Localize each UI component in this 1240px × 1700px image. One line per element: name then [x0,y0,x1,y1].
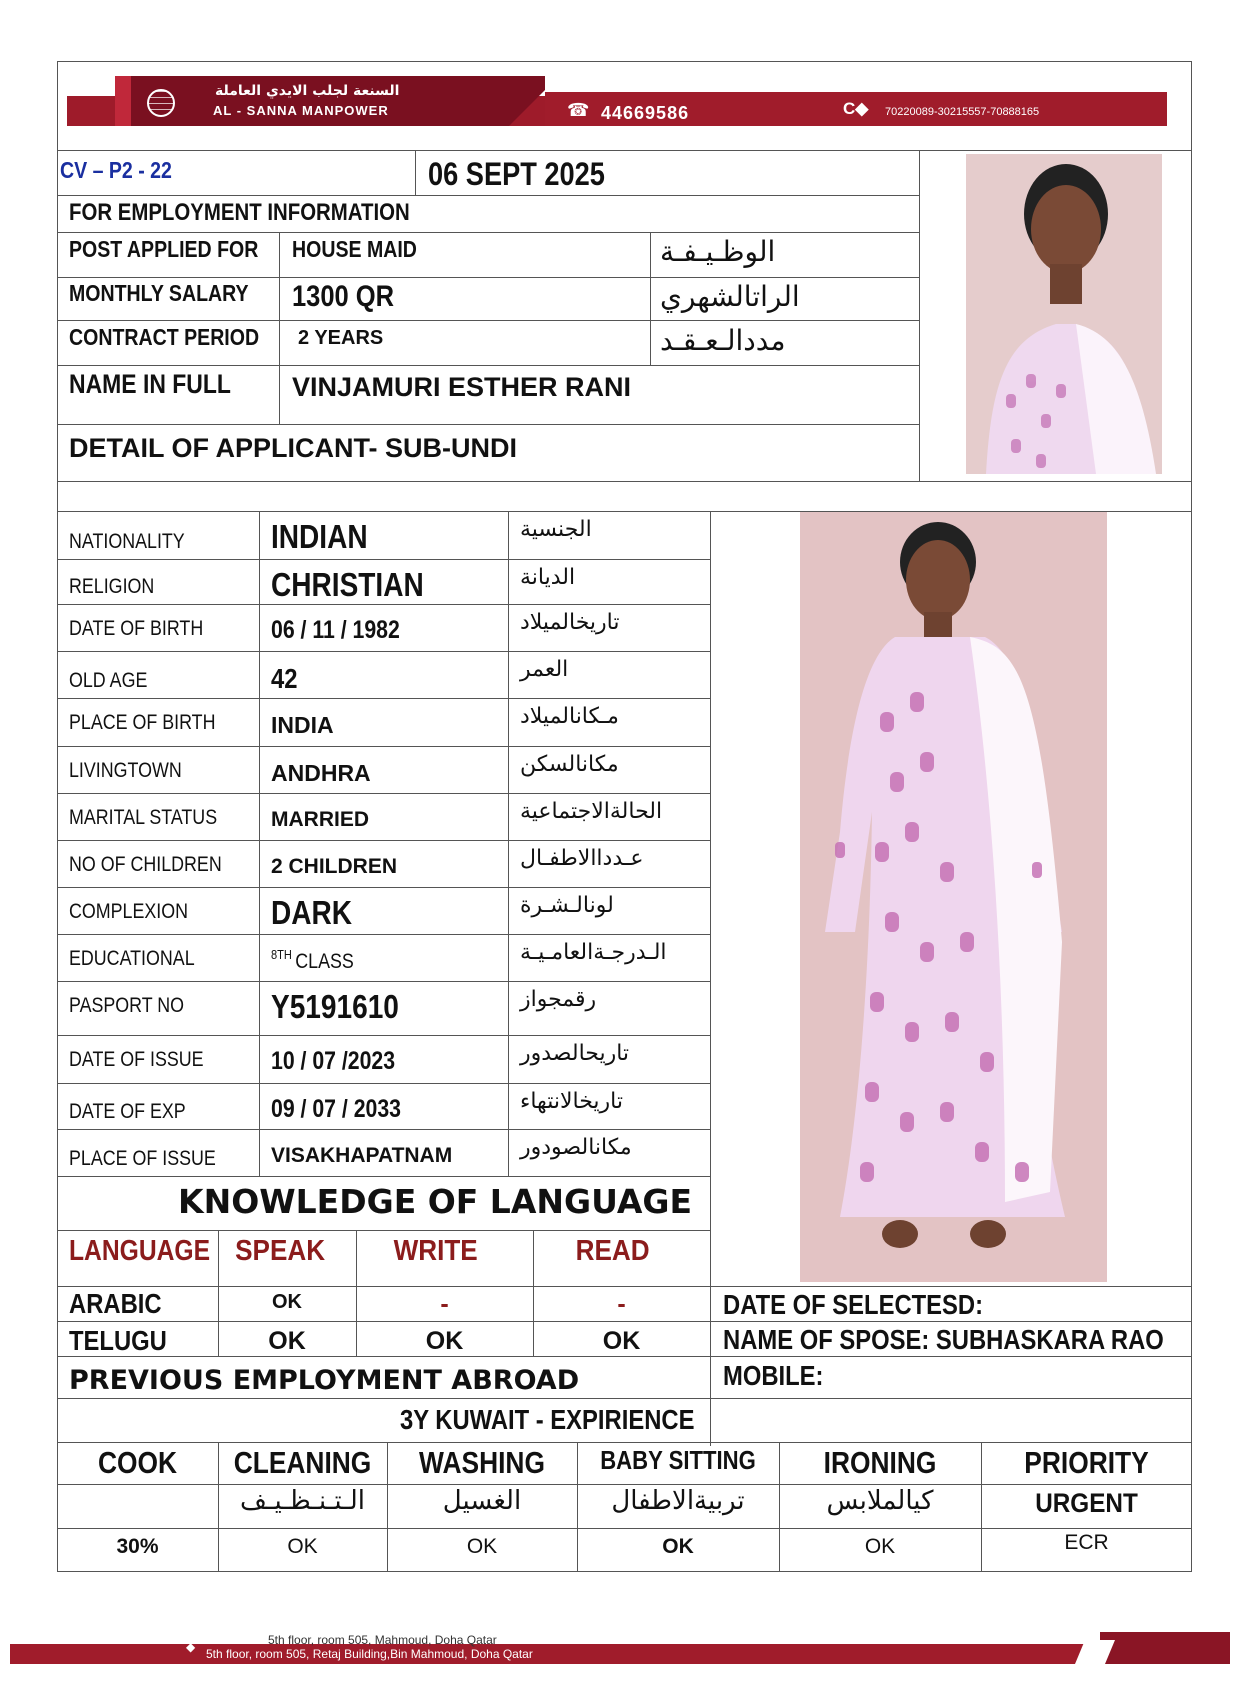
full-body-figure [800,512,1107,1282]
detail-value: 09 / 07 / 2033 [271,1095,401,1123]
phone-icon: ☎ [567,100,590,120]
full-body-photo [800,512,1107,1282]
language-skill: - [617,1290,626,1318]
detail-arabic: الحالةالاجتماعية [520,799,663,824]
detail-value: 10 / 07 /2023 [271,1047,396,1075]
row-arabic: الوظـيـفـة [660,235,776,268]
skill-value: OK [287,1535,318,1558]
detail-label: DATE OF EXP [69,1100,186,1123]
language-header: LANGUAGE [69,1235,211,1267]
row-value: 2 YEARS [298,327,384,349]
detail-value [271,948,354,973]
detail-arabic: مكانالصودور [520,1135,632,1160]
detail-label: NATIONALITY [69,530,185,553]
row-value: 1300 QR [292,280,395,313]
previous-employment-title: PREVIOUS EMPLOYMENT ABROAD [69,1365,580,1396]
row-value: HOUSE MAID [292,236,417,262]
detail-label: PLACE OF BIRTH [69,711,216,734]
language-name: ARABIC [69,1288,162,1319]
language-header: READ [575,1235,650,1267]
detail-value: 2 CHILDREN [271,855,398,878]
language-name: TELUGU [69,1325,167,1356]
language-header: SPEAK [235,1235,326,1267]
detail-arabic: تاريخالميلاد [520,610,620,635]
detail-value: CHRISTIAN [271,566,424,603]
detail-label: LIVINGTOWN [69,759,182,782]
phone-number: 44669586 [601,103,690,123]
detail-label: COMPLEXION [69,900,189,923]
name-label: NAME IN FULL [69,369,231,399]
spouse-name: NAME OF SPOSE: SUBHASKARA RAO [723,1324,1164,1355]
detail-value: MARRIED [271,808,369,831]
language-skill: OK [425,1327,464,1355]
language-section-title: KNOWLEDGE OF LANGUAGE [178,1182,693,1221]
skill-header: BABY SITTING [600,1445,756,1475]
detail-arabic: رقمجواز [520,987,597,1012]
location-pin-icon: ◆ [186,1640,196,1654]
row-label: CONTRACT PERIOD [69,324,260,350]
detail-value-superscript: 8TH [271,947,292,962]
date-selected-label: DATE OF SELECTESD: [723,1289,984,1320]
cv-date: 06 SEPT 2025 [428,156,605,192]
skill-arabic: كيالملابس [826,1486,934,1516]
detail-value-text: CLASS [295,950,354,973]
row-label: MONTHLY SALARY [69,280,249,306]
detail-arabic: العمر [520,657,569,682]
footer-address-1: 5th floor, room 505, Mahmoud, Doha Qatar [268,1633,497,1647]
detail-arabic: مكانالسكن [520,752,619,777]
skill-arabic: الغسيل [442,1486,522,1516]
skill-value: OK [864,1535,896,1558]
skill-arabic: الـتـنـظـيـف [239,1486,365,1516]
detail-label: NO OF CHILDREN [69,853,222,876]
detail-arabic: تاريحالصدور [520,1041,630,1066]
detail-label: PASPORT NO [69,994,185,1017]
detail-label: RELIGION [69,575,155,598]
company-name-arabic: السنعة لجلب الايدي العاملة [215,83,400,99]
row-arabic: الراتالشهري [660,280,800,313]
detail-label: EDUCATIONAL [69,947,195,970]
skill-arabic: تربيةالاطفال [611,1486,745,1516]
language-skill: OK [602,1327,641,1355]
detail-arabic: الديانة [520,565,576,590]
portrait-figure [966,154,1162,474]
skill-header: CLEANING [233,1445,372,1480]
skill-value: OK [466,1535,498,1558]
globe-logo-icon [147,89,175,117]
detail-label: PLACE OF ISSUE [69,1147,216,1170]
mobile-numbers: 70220089-30215557-70888165 [885,106,1040,118]
experience-text: 3Y KUWAIT - EXPIRIENCE [400,1404,695,1435]
header-banner [67,76,1167,128]
priority-value: URGENT [1035,1488,1138,1518]
detail-value: INDIAN [271,518,368,555]
skill-header: PRIORITY [1024,1445,1149,1480]
detail-arabic: تاريخالانتهاء [520,1089,623,1114]
row-arabic: مددالـعـقـد [660,324,786,357]
detail-arabic: مـكانالميلاد [520,704,619,729]
detail-value: 42 [271,663,298,694]
detail-arabic: الـدرجـةالعامـيـة [520,940,667,965]
language-skill: OK [272,1291,302,1313]
detail-arabic: عـدداالاطفـال [520,846,644,871]
mobile-label: MOBILE: [723,1360,824,1391]
language-skill: - [440,1290,449,1318]
detail-arabic: الجنسية [520,517,592,542]
portrait-photo [966,154,1162,474]
detail-arabic: لونالـشـرة [520,893,614,918]
detail-value: ANDHRA [271,760,371,786]
language-header: WRITE [393,1235,478,1267]
detail-value: 06 / 11 / 1982 [271,616,400,644]
skill-header: IRONING [823,1445,937,1480]
language-skill: OK [268,1327,306,1355]
detail-label: DATE OF BIRTH [69,617,204,640]
detail-value: DARK [271,894,353,931]
detail-value: INDIA [271,712,334,738]
detail-label: DATE OF ISSUE [69,1048,204,1071]
detail-label: MARITAL STATUS [69,806,218,829]
skill-value: 30% [116,1535,159,1558]
skill-header: WASHING [419,1445,545,1480]
cv-code: CV – P2 - 22 [60,157,172,183]
skill-value: OK [662,1535,694,1558]
detail-label: OLD AGE [69,669,148,692]
skill-header: COOK [97,1445,178,1480]
footer-address-2: 5th floor, room 505, Retaj Building,Bin Mahmoud, Doha Qatar [206,1647,533,1661]
detail-value: VISAKHAPATNAM [271,1144,453,1167]
full-name: VINJAMURI ESTHER RANI [292,372,632,402]
skill-value: ECR [1064,1531,1109,1554]
mobile-icon: C◆ [843,99,869,118]
detail-title: DETAIL OF APPLICANT- SUB-UNDI [69,433,517,463]
row-label: POST APPLIED FOR [69,236,259,262]
company-name-english: AL - SANNA MANPOWER [213,103,389,118]
footer-bar [10,1630,1230,1666]
employment-section-title: FOR EMPLOYMENT INFORMATION [69,199,410,226]
detail-value: Y5191610 [271,988,399,1025]
